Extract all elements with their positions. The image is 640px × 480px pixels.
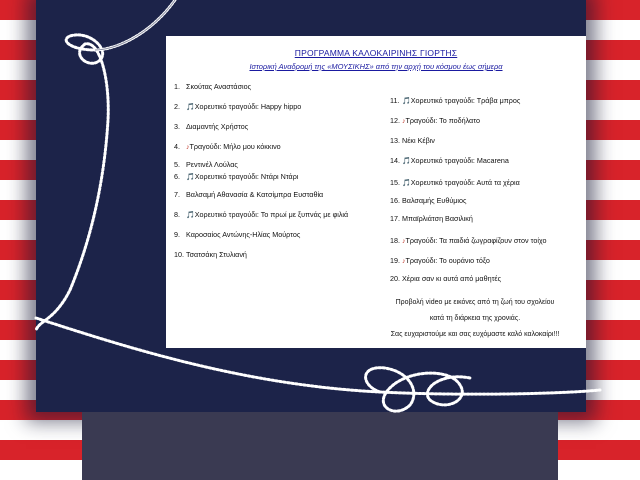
dance-icon: 🎵 [186, 104, 195, 111]
program-item-8: 8. 🎵Χορευτικό τραγούδι: Το πρωί με ξυπνάς με φιλιά [174, 210, 349, 219]
dance-icon: 🎵 [186, 174, 195, 181]
dance-icon: 🎵 [402, 158, 411, 165]
program-item-7: 7. Βαλσαμή Αθανασία & Κατσίμπρα Ευσταθία [174, 190, 324, 199]
program-item-1: 1. Σκούτας Αναστάσιος [174, 82, 252, 91]
dance-icon: 🎵 [402, 180, 411, 187]
program-subtitle: Ιστορική Αναδρομή της «ΜΟΥΣΙΚΗΣ» από την αρχή του κόσμου έως σήμερα [249, 62, 503, 71]
program-item-13: 13. Νέκι Κέβιν [390, 136, 435, 145]
program-item-5: 5. Ρεντινέλ Λούλας [174, 160, 238, 169]
program-item-6: 6. 🎵Χορευτικό τραγούδι: Ντάρι Ντάρι [174, 172, 299, 181]
program-item-17: 17. Μπαϊρλιάτση Βασιλική [390, 214, 473, 223]
program-title: ΠΡΟΓΡΑΜΜΑ ΚΑΛΟΚΑΙΡΙΝΗΣ ΓΙΟΡΤΗΣ [294, 48, 458, 58]
program-item-4: 4. ♪Τραγούδι: Μήλο μου κόκκινο [174, 142, 281, 151]
program-item-18: 18. ♪Τραγούδι: Τα παιδιά ζωγραφίζουν στον τοίχο [390, 236, 547, 245]
program-item-3: 3. Διαμαντής Χρήστος [174, 122, 249, 131]
program-item-11: 11. 🎵Χορευτικό τραγούδι: Τράβα μπρος [390, 96, 521, 105]
footer-line-3: Σας ευχαριστούμε και σας ευχόμαστε καλό καλοκαίρι!!! [390, 331, 560, 338]
program-item-9: 9. Καροσαίος Αντώνης-Ηλίας Μούρτος [174, 230, 301, 239]
program-item-16: 16. Βαλσαμής Ευθύμιος [390, 196, 467, 205]
program-item-12: 12. ♪Τραγούδι: Το ποδήλατο [390, 116, 480, 125]
footer-line-1: Προβολή video με εικόνες από τη ζωή του σχολείου [395, 299, 555, 306]
dance-icon: 🎵 [186, 212, 195, 219]
program-item-20: 20. Χέρια σαν κι αυτά από μαθητές [390, 274, 502, 283]
program-item-14: 14. 🎵Χορευτικό τραγούδι: Macarena [390, 156, 509, 165]
music-note-icon: ♪ [402, 238, 406, 245]
music-note-icon: ♪ [402, 258, 406, 265]
music-note-icon: ♪ [402, 118, 406, 125]
program-item-2: 2. 🎵Χορευτικό τραγούδι: Happy hippo [174, 102, 302, 111]
program-item-10: 10. Τσατσάκη Στυλιανή [174, 250, 247, 259]
music-note-icon: ♪ [186, 144, 190, 151]
footer-line-2: κατά τη διάρκεια της χρονιάς. [429, 315, 521, 322]
program-item-15: 15. 🎵Χορευτικό τραγούδι: Αυτά τα χέρια [390, 178, 520, 187]
program-document [166, 36, 586, 348]
dance-icon: 🎵 [402, 98, 411, 105]
program-item-19: 19. ♪Τραγούδι: Το ουράνιο τόξο [390, 256, 490, 265]
